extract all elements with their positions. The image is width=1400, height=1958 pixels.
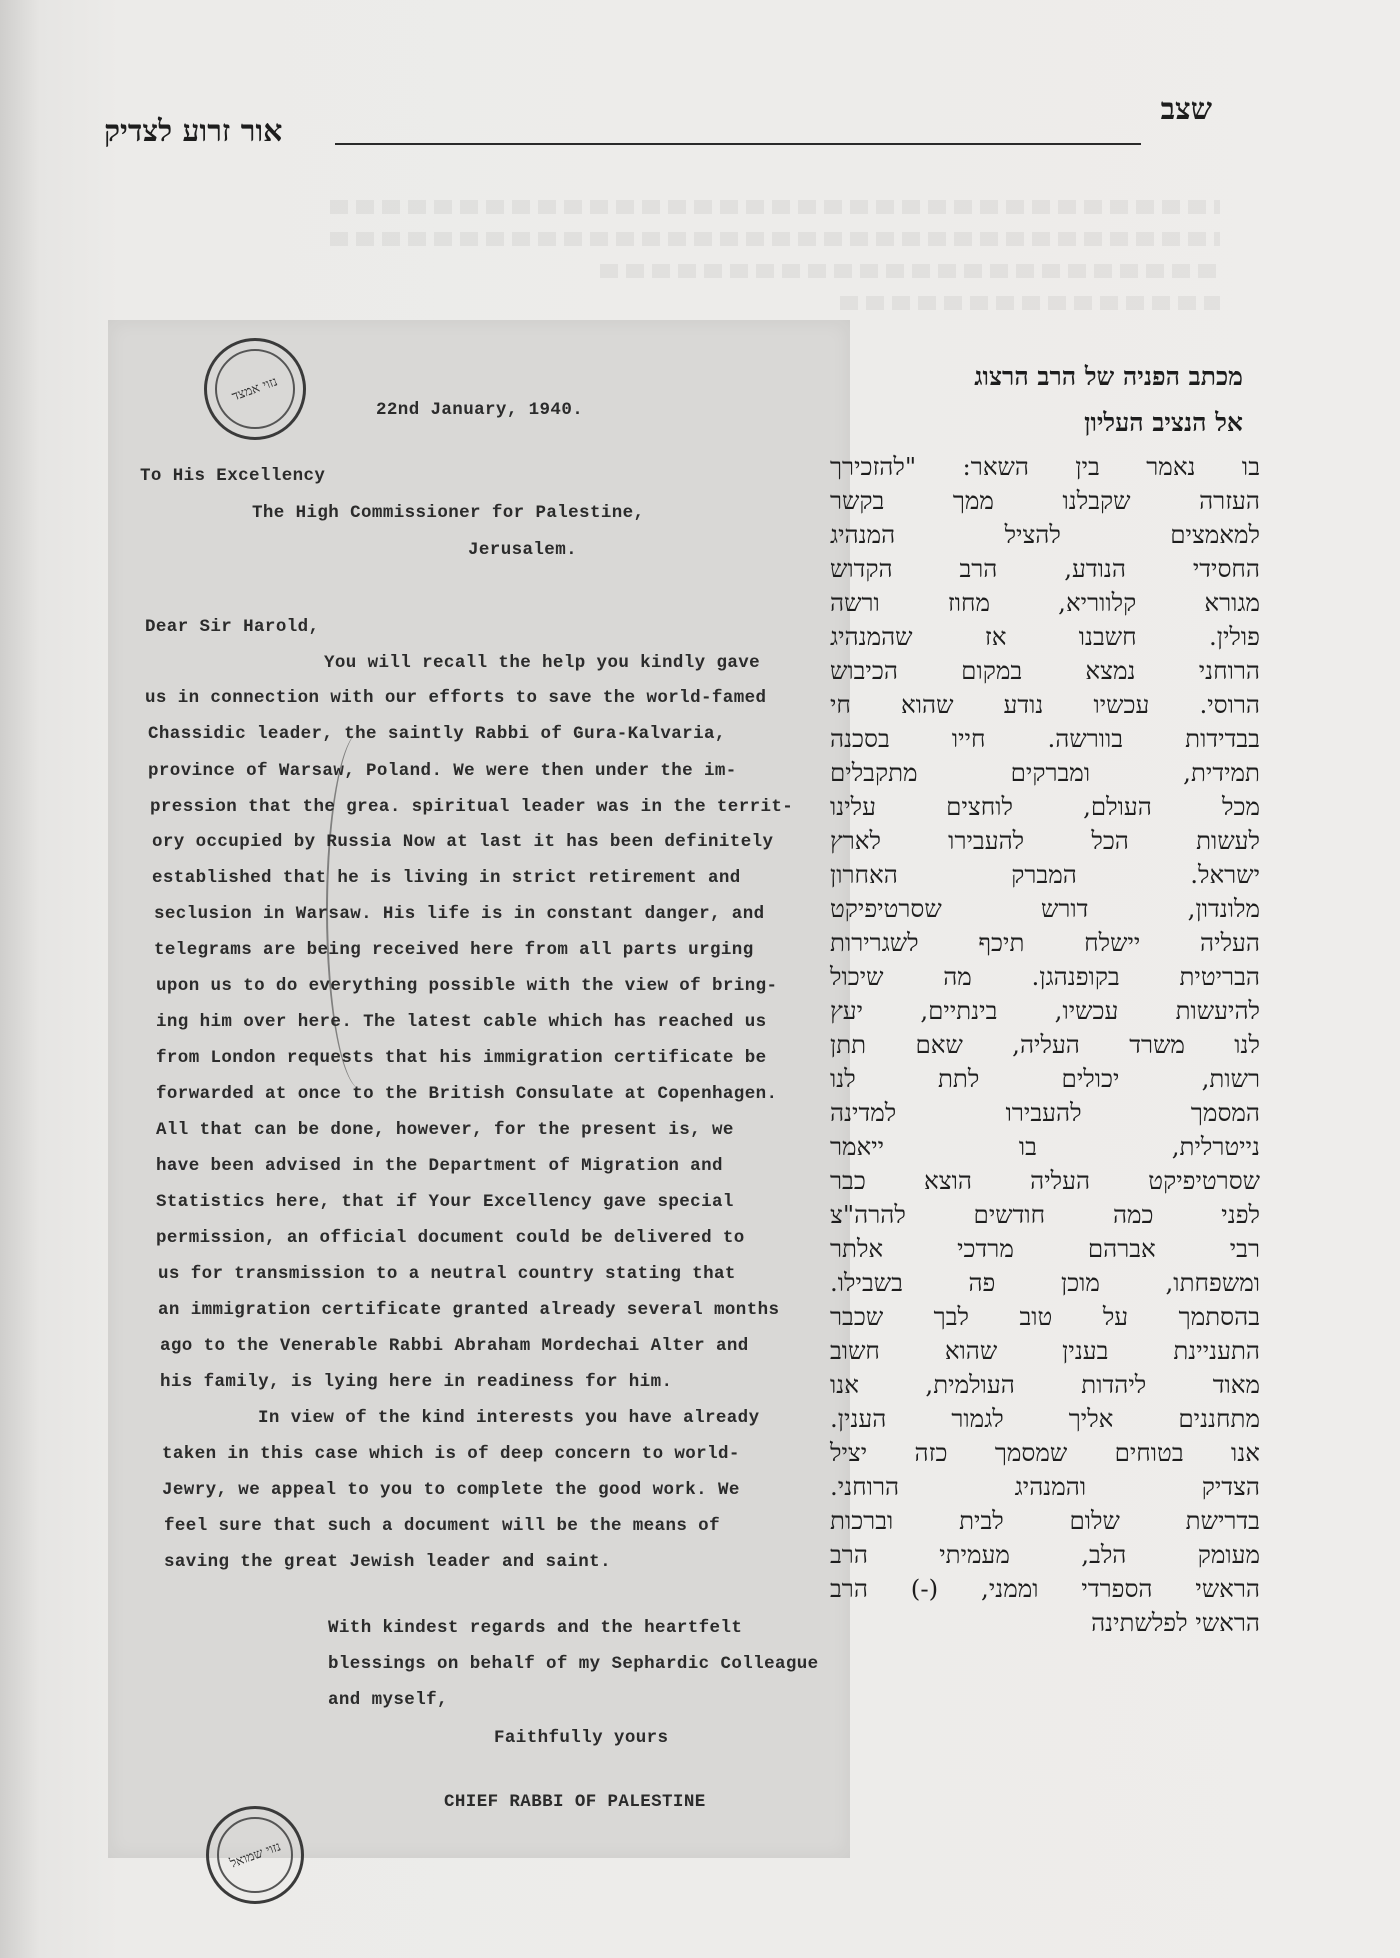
running-title: אור זרוע לצדיק: [104, 114, 283, 149]
letter-line: us for transmission to a neutral country stating that: [158, 1264, 736, 1284]
hebrew-body-line: המסמך להעבירו למדינה: [830, 1098, 1260, 1127]
letter-closing-line: and myself,: [328, 1690, 448, 1710]
letter-line: have been advised in the Department of Migration and: [156, 1156, 723, 1176]
hebrew-body-line: נייטרלית, בו ייאמר: [830, 1132, 1260, 1161]
letter-facsimile: [108, 320, 850, 1872]
letter-closing-line: blessings on behalf of my Sephardic Colleague: [328, 1654, 819, 1674]
letter-line: You will recall the help you kindly gave: [324, 653, 761, 673]
letter-line: feel sure that such a document will be the means of: [164, 1516, 720, 1536]
hebrew-body-line: הראשי הספרדי וממני, (-) הרב: [830, 1574, 1260, 1603]
header-rule: [335, 143, 1141, 145]
hebrew-heading-line: אל הנציב העליון: [1084, 408, 1243, 437]
hebrew-body-line: לעשות הכל להעבירו לארץ: [830, 826, 1260, 855]
hebrew-body-line: העזרה שקבלנו ממך בקשר: [830, 486, 1260, 515]
hebrew-body-line: בהסתמך על טוב לבך שכבר: [830, 1302, 1260, 1331]
hebrew-body-line: אנו בטוחים שמסמך כזה יציל: [830, 1438, 1260, 1467]
hebrew-body-line: תמידית, ומברקים מתקבלים: [830, 758, 1260, 787]
bleed-through-line: [600, 264, 1220, 278]
letter-line: from London requests that his immigration certificate be: [156, 1048, 767, 1068]
letter-line: us in connection with our efforts to save the world-famed: [145, 688, 767, 708]
hebrew-body-line: ישראל. המברק האחרון: [830, 860, 1260, 889]
hebrew-body-line: מכל העולם, לוחצים עלינו: [830, 792, 1260, 821]
hebrew-body-line: מתחננים אליך לגמור הענין.: [830, 1404, 1260, 1433]
hebrew-body-line: בבדידות בוורשה. חייו בסכנה: [830, 724, 1260, 753]
letter-line: Chassidic leader, the saintly Rabbi of Gura-Kalvaria,: [148, 724, 726, 744]
hebrew-body-line: רבי אברהם מרדכי אלתר: [830, 1234, 1260, 1263]
hebrew-body-line: רשות, יכולים לתת לנו: [830, 1064, 1260, 1093]
hebrew-body-line: העליה יישלח תיכף לשגרירות: [830, 928, 1260, 957]
bottom-stamp-text: נזוי שמואל: [227, 1839, 283, 1872]
letter-line: his family, is lying here in readiness for him.: [160, 1372, 673, 1392]
bottom-stamp-seal: [206, 1806, 304, 1904]
hebrew-body-line: להיעשות עכשיו, בינתיים, יעץ: [830, 996, 1260, 1025]
letter-line: The High Commissioner for Palestine,: [252, 503, 645, 523]
hebrew-body-line: מגורא קלווריא, מחוז ורשה: [830, 588, 1260, 617]
hebrew-body-line: למאמצים להציל המנהיג: [830, 520, 1260, 549]
letter-line: To His Excellency: [140, 466, 326, 486]
hebrew-body-line: הרוסי. עכשיו נודע שהוא חי: [830, 690, 1260, 719]
letter-line: Jewry, we appeal to you to complete the good work. We: [162, 1480, 740, 1500]
hebrew-body-line: הצדיק והמנהיג הרוחני.: [830, 1472, 1260, 1501]
letter-line: forwarded at once to the British Consulate at Copenhagen.: [156, 1084, 778, 1104]
hebrew-body-line: מלונדון, דורש שסרטיפיקט: [830, 894, 1260, 923]
bleed-through-line: [840, 296, 1220, 310]
letter-date: 22nd January, 1940.: [376, 400, 584, 420]
hebrew-body-line: הראשי לפלשתינה: [1091, 1608, 1260, 1637]
letter-line: ago to the Venerable Rabbi Abraham Mordechai Alter and: [160, 1336, 749, 1356]
hebrew-heading-line: מכתב הפניה של הרב הרצוג: [974, 362, 1243, 391]
page-number: שצב: [1160, 92, 1212, 127]
hebrew-body-line: לפני כמה חודשים להרה"צ: [830, 1200, 1260, 1229]
hebrew-body-line: התעניינת בענין שהוא חשוב: [830, 1336, 1260, 1365]
letter-line: established that he is living in strict retirement and: [152, 868, 741, 888]
letter-line: All that can be done, however, for the present is, we: [156, 1120, 734, 1140]
letter-line: permission, an official document could be delivered to: [156, 1228, 745, 1248]
top-stamp-seal: [204, 338, 306, 440]
letter-closing-line: With kindest regards and the heartfelt: [328, 1618, 743, 1638]
hebrew-body-line: לנו משרד העליה, שאם תתן: [830, 1030, 1260, 1059]
letter-line: upon us to do everything possible with the view of bring-: [156, 976, 778, 996]
letter-salutation: Dear Sir Harold,: [145, 617, 320, 637]
letter-line: telegrams are being received here from all parts urging: [154, 940, 754, 960]
letter-signature: CHIEF RABBI OF PALESTINE: [444, 1792, 706, 1812]
hebrew-body-line: פולין. חשבנו אז שהמנהיג: [830, 622, 1260, 651]
letter-line: an immigration certificate granted already several months: [158, 1300, 780, 1320]
hebrew-body-line: בדרישת שלום לבית וברכות: [830, 1506, 1260, 1535]
hebrew-body-line: מאוד ליהדות העולמית, אנו: [830, 1370, 1260, 1399]
hebrew-body-line: החסידי הנודע, הרב הקדוש: [830, 554, 1260, 583]
hebrew-body-line: הרוחני נמצא במקום הכיבוש: [830, 656, 1260, 685]
letter-line: province of Warsaw, Poland. We were then under the im-: [148, 761, 737, 781]
bleed-through-line: [330, 200, 1220, 214]
letter-line: seclusion in Warsaw. His life is in constant danger, and: [154, 904, 765, 924]
hebrew-body-line: בו נאמר בין השאר: "להזכירך: [830, 452, 1260, 481]
hebrew-body-line: שסרטיפיקט העליה הוצא כבר: [830, 1166, 1260, 1195]
hebrew-body-line: מעומק הלב, מעמיתי הרב: [830, 1540, 1260, 1569]
top-stamp-text: נזוי אמצד: [230, 374, 280, 405]
hebrew-body-line: הבריטית בקופנהגן. מה שיכול: [830, 962, 1260, 991]
letter-line: taken in this case which is of deep concern to world-: [162, 1444, 740, 1464]
letter-valediction: Faithfully yours: [494, 1728, 669, 1748]
hebrew-body-line: ומשפחתו, מוכן פה בשבילו.: [830, 1268, 1260, 1297]
letter-line: saving the great Jewish leader and saint.: [164, 1552, 611, 1572]
letter-line: ing him over here. The latest cable which has reached us: [156, 1012, 767, 1032]
letter-line: Jerusalem.: [468, 540, 578, 560]
letter-line: pression that the grea. spiritual leader was in the territ-: [150, 797, 794, 817]
letter-line: In view of the kind interests you have already: [258, 1408, 760, 1428]
bleed-through-line: [330, 232, 1220, 246]
letter-line: Statistics here, that if Your Excellency gave special: [156, 1192, 734, 1212]
letter-line: ory occupied by Russia Now at last it has been definitely: [152, 832, 774, 852]
